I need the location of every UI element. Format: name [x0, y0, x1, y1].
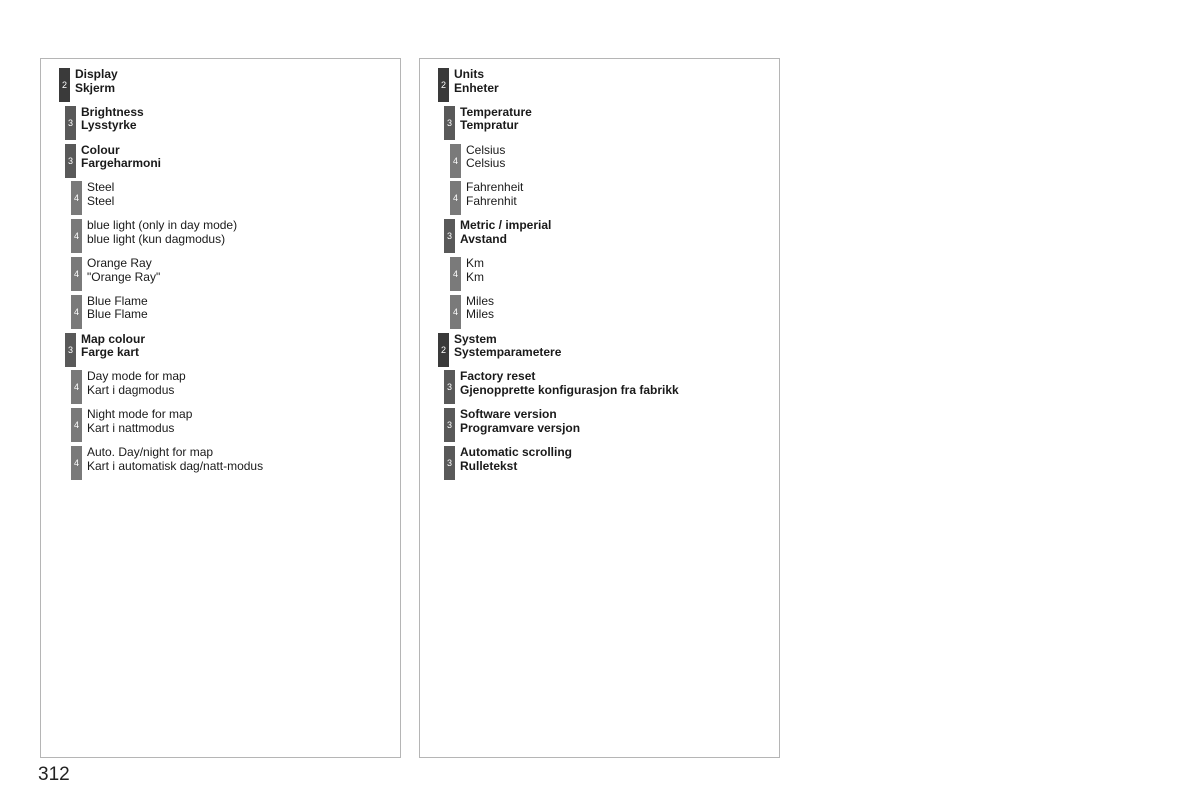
menu-label-norwegian: Tempratur — [460, 118, 519, 133]
menu-entry — [71, 257, 160, 291]
menu-entry-text — [466, 181, 523, 215]
menu-entry-text — [75, 68, 118, 102]
menu-label-english: Brightness — [81, 104, 144, 119]
menu-label-norwegian: blue light (kun dagmodus) — [87, 231, 226, 246]
menu-label-english: Steel — [87, 180, 115, 195]
menu-label-english: Celsius — [466, 142, 506, 157]
menu-entry — [59, 68, 118, 102]
menu-entry-text — [81, 333, 145, 367]
menu-level-badge: 4 — [450, 144, 461, 178]
menu-level-badge: 4 — [71, 295, 82, 329]
menu-label-english: Colour — [81, 142, 120, 157]
menu-level-badge: 3 — [444, 446, 455, 480]
menu-label-english: Orange Ray — [87, 256, 152, 270]
menu-entry-text — [460, 219, 551, 253]
menu-column-right — [419, 58, 780, 758]
menu-label-norwegian: Systemparametere — [454, 345, 562, 360]
menu-level-badge: 4 — [450, 181, 461, 215]
menu-label-english: Night mode for map — [87, 407, 193, 422]
menu-level-badge: 4 — [71, 408, 82, 442]
menu-entry — [450, 181, 523, 215]
menu-entry-text — [87, 295, 148, 329]
menu-level-badge: 3 — [65, 333, 76, 367]
menu-entry-text — [81, 106, 144, 140]
menu-level-badge: 3 — [444, 408, 455, 442]
menu-level-badge: 4 — [71, 181, 82, 215]
menu-label-norwegian: Farge kart — [81, 345, 140, 360]
menu-label-english: Blue Flame — [87, 293, 148, 308]
menu-entry — [450, 295, 494, 329]
menu-label-norwegian: Lysstyrke — [81, 118, 137, 133]
menu-label-english: Fahrenheit — [466, 180, 524, 195]
menu-label-english: blue light (only in day mode) — [87, 218, 238, 233]
menu-label-english: Temperature — [460, 104, 532, 119]
menu-entry — [71, 370, 186, 404]
menu-entry-text — [466, 295, 494, 329]
menu-label-english: Factory reset — [460, 369, 536, 384]
menu-entry — [71, 219, 237, 253]
menu-label-norwegian: Rulletekst — [460, 458, 518, 473]
menu-entry-text — [466, 257, 484, 291]
menu-label-norwegian: Avstand — [460, 231, 507, 246]
menu-label-norwegian: Enheter — [454, 80, 499, 95]
menu-label-english: Day mode for map — [87, 369, 186, 384]
menu-entry — [71, 408, 192, 442]
menu-label-english: Display — [75, 67, 118, 81]
menu-label-english: Map colour — [81, 331, 146, 346]
menu-level-badge: 4 — [71, 219, 82, 253]
menu-label-norwegian: Gjenopprette konfigurasjon fra fabrikk — [460, 382, 679, 397]
menu-entry-text — [454, 68, 499, 102]
menu-level-badge: 3 — [444, 370, 455, 404]
menu-level-badge: 3 — [65, 144, 76, 178]
menu-label-norwegian: Fargeharmoni — [81, 156, 162, 171]
menu-entry — [450, 144, 505, 178]
menu-label-norwegian: Blue Flame — [87, 307, 148, 322]
menu-label-norwegian: Steel — [87, 193, 115, 208]
menu-entry-text — [87, 408, 192, 442]
menu-level-badge: 2 — [438, 68, 449, 102]
menu-entry — [444, 446, 572, 480]
menu-label-norwegian: Km — [466, 269, 484, 284]
menu-label-norwegian: Programvare versjon — [460, 420, 581, 435]
menu-level-badge: 3 — [65, 106, 76, 140]
menu-entry — [444, 106, 532, 140]
menu-level-badge: 2 — [438, 333, 449, 367]
menu-label-norwegian: Skjerm — [75, 80, 116, 95]
page-number: 312 — [38, 764, 70, 785]
menu-entry-text — [454, 333, 561, 367]
menu-column-left — [40, 58, 401, 758]
menu-entry — [71, 295, 148, 329]
menu-level-badge: 2 — [59, 68, 70, 102]
menu-label-norwegian: Fahrenhit — [466, 193, 517, 208]
menu-label-english: Units — [454, 67, 484, 81]
menu-level-badge: 4 — [71, 257, 82, 291]
menu-label-norwegian: Celsius — [466, 156, 506, 171]
menu-entry — [65, 144, 161, 178]
menu-entry — [65, 333, 145, 367]
menu-entry-text — [460, 408, 580, 442]
menu-level-badge: 3 — [444, 106, 455, 140]
menu-entry — [444, 408, 580, 442]
menu-level-badge: 3 — [444, 219, 455, 253]
menu-label-english: System — [454, 331, 497, 346]
menu-entry-text — [87, 446, 263, 480]
menu-entry — [444, 370, 679, 404]
menu-label-norwegian: Kart i dagmodus — [87, 382, 175, 397]
menu-level-badge: 4 — [71, 370, 82, 404]
menu-label-english: Automatic scrolling — [460, 445, 573, 459]
menu-entry — [444, 219, 551, 253]
menu-entry-text — [466, 144, 505, 178]
menu-entry — [71, 181, 114, 215]
menu-level-badge: 4 — [450, 295, 461, 329]
menu-label-norwegian: Kart i nattmodus — [87, 420, 175, 435]
menu-entry — [65, 106, 144, 140]
menu-entry-text — [460, 370, 679, 404]
menu-label-english: Software version — [460, 407, 557, 422]
menu-entry — [438, 68, 499, 102]
menu-entry-text — [87, 370, 186, 404]
menu-level-badge: 4 — [71, 446, 82, 480]
menu-label-norwegian: Miles — [466, 307, 495, 322]
menu-entry-text — [87, 219, 237, 253]
menu-label-english: Miles — [466, 293, 495, 308]
menu-entry-text — [81, 144, 161, 178]
menu-entry — [438, 333, 561, 367]
menu-label-norwegian: Kart i automatisk dag/natt-modus — [87, 458, 264, 473]
menu-label-english: Auto. Day/night for map — [87, 445, 214, 459]
menu-entry-text — [87, 257, 160, 291]
menu-entry-text — [460, 106, 532, 140]
menu-entry — [71, 446, 263, 480]
menu-label-english: Km — [466, 256, 484, 270]
menu-entry-text — [460, 446, 572, 480]
menu-entry-text — [87, 181, 114, 215]
menu-level-badge: 4 — [450, 257, 461, 291]
menu-label-norwegian: "Orange Ray" — [87, 269, 161, 284]
menu-label-english: Metric / imperial — [460, 218, 552, 233]
menu-entry — [450, 257, 484, 291]
